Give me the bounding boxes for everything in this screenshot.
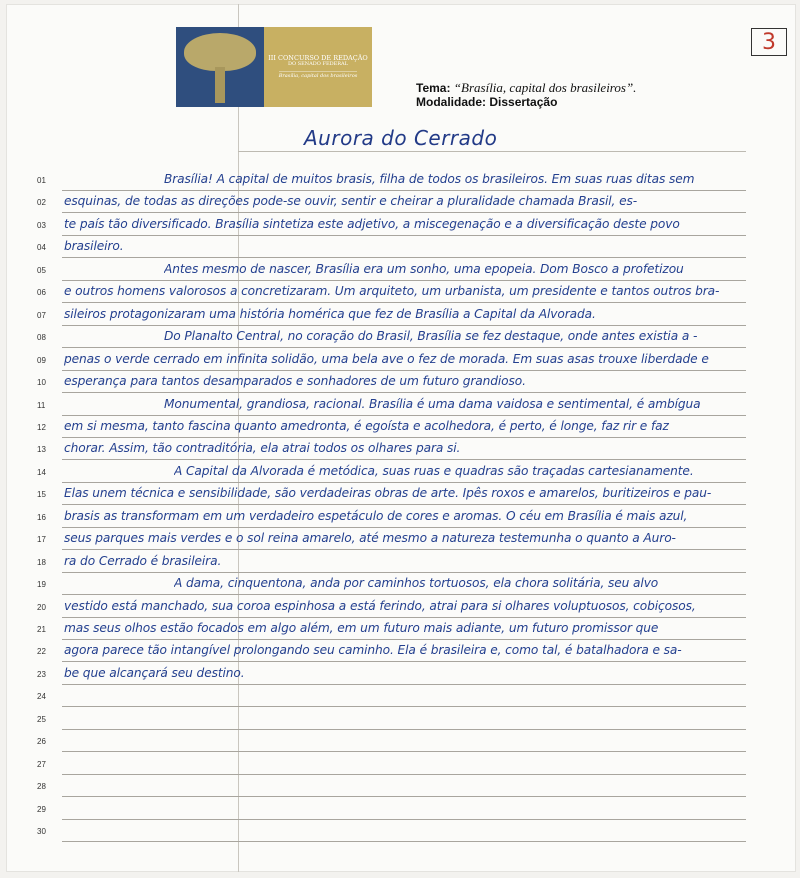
line-text: penas o verde cerrado em infinita solidão, uma bela ave o fez de morada. Em suas asas trouxe liberdade e: [64, 351, 709, 366]
line-rule: [62, 302, 746, 303]
essay-line: [6, 260, 796, 282]
line-rule: [62, 527, 746, 528]
line-rule: [62, 684, 746, 685]
line-rule: [62, 751, 746, 752]
line-number: 26: [37, 737, 46, 747]
line-text: agora parece tão intangível prolongando seu caminho. Ela é brasileira e, como tal, é batalhadora e sa-: [64, 643, 682, 658]
line-rule: [62, 370, 746, 371]
line-text: Monumental, grandiosa, racional. Brasília é uma dama vaidosa e sentimental, é ambígua: [164, 396, 701, 411]
line-number: 07: [37, 310, 46, 320]
line-number: 17: [37, 535, 46, 545]
line-rule: [62, 257, 746, 258]
line-rule: [62, 212, 746, 213]
line-text: Elas unem técnica e sensibilidade, são verdadeiras obras de arte. Ipês roxos e amarelos, buritizeiros e pau-: [64, 486, 712, 501]
line-number: 19: [37, 580, 46, 590]
line-text: sileiros protagonizaram uma história homérica que fez de Brasília a Capital da Alvorada.: [64, 306, 596, 321]
logo-line-1: III CONCURSO DE REDAÇÃO: [268, 53, 368, 62]
essay-line: [6, 327, 796, 349]
line-rule: [62, 482, 746, 483]
line-text: esquinas, de todas as direções pode-se ouvir, sentir e cheirar a pluralidade chamada Brasil, es-: [64, 194, 638, 209]
page-number-box: 3: [751, 28, 787, 56]
line-text: em si mesma, tanto fascina quanto amedronta, é egoísta e acolhedora, é perto, é longe, faz rir e faz: [64, 418, 669, 433]
line-number: 14: [37, 467, 46, 477]
line-text: chorar. Assim, tão contraditória, ela atrai todos os olhares para si.: [64, 441, 461, 456]
line-text: Brasília! A capital de muitos brasis, filha de todos os brasileiros. Em suas ruas ditas sem: [164, 172, 695, 186]
modalidade-value: Dissertação: [489, 95, 558, 109]
line-rule: [62, 819, 746, 820]
line-rule: [62, 415, 746, 416]
essay-line: [6, 799, 796, 821]
line-number: 10: [37, 378, 46, 388]
line-text: Do Planalto Central, no coração do Brasil, Brasília se fez destaque, onde antes existia a -: [164, 329, 698, 344]
line-text: A dama, cinquentona, anda por caminhos tortuosos, ela chora solitária, seu alvo: [174, 576, 659, 591]
line-number: 28: [37, 782, 46, 792]
essay-line: [6, 170, 796, 192]
essay-line: [6, 619, 796, 641]
line-text: be que alcançará seu destino.: [64, 665, 245, 680]
line-number: 16: [37, 512, 46, 522]
essay-line: [6, 484, 796, 506]
essay-line: [6, 754, 796, 776]
line-rule: [62, 392, 746, 393]
essay-meta: [416, 81, 636, 109]
essay-line: [6, 821, 796, 843]
line-number: 24: [37, 692, 46, 702]
tema-value: “Brasília, capital dos brasileiros”.: [453, 80, 637, 95]
line-rule: [62, 796, 746, 797]
essay-line: [6, 686, 796, 708]
modalidade-row: [416, 95, 636, 109]
line-number: 22: [37, 647, 46, 657]
essay-line: [6, 507, 796, 529]
line-text: mas seus olhos estão focados em algo além, em um futuro mais adiante, um futuro promissor que: [64, 621, 659, 635]
line-rule: [62, 774, 746, 775]
line-rule: [62, 661, 746, 662]
line-rule: [62, 841, 746, 842]
essay-line: [6, 350, 796, 372]
line-text: e outros homens valorosos a concretizaram. Um arquiteto, um urbanista, um presidente e tantos outros bra-: [64, 284, 720, 299]
line-text: A Capital da Alvorada é metódica, suas ruas e quadras são traçadas cartesianamente.: [174, 463, 694, 478]
essay-line: [6, 462, 796, 484]
line-rule: [62, 280, 746, 281]
contest-logo: [176, 27, 372, 107]
line-rule: [62, 235, 746, 236]
essay-line: [6, 417, 796, 439]
line-rule: [62, 437, 746, 438]
line-rule: [62, 639, 746, 640]
essay-line: [6, 664, 796, 686]
line-text: Antes mesmo de nascer, Brasília era um sonho, uma epopeia. Dom Bosco a profetizou: [164, 261, 684, 276]
essay-line: [6, 597, 796, 619]
line-text: ra do Cerrado é brasileira.: [64, 553, 222, 568]
line-rule: [62, 347, 746, 348]
essay-line: [6, 529, 796, 551]
essay-line: [6, 574, 796, 596]
line-number: 02: [37, 198, 46, 208]
line-rule: [62, 549, 746, 550]
logo-line-2: DO SENADO FEDERAL: [288, 60, 348, 67]
essay-line: [6, 395, 796, 417]
essay-title: Aurora do Cerrado: [304, 126, 498, 150]
line-rule: [62, 459, 746, 460]
line-number: 12: [37, 422, 46, 432]
line-number: 08: [37, 333, 46, 343]
line-number: 11: [37, 400, 46, 410]
essay-line: [6, 215, 796, 237]
line-number: 09: [37, 355, 46, 365]
essay-line: [6, 192, 796, 214]
line-rule: [62, 572, 746, 573]
line-number: 06: [37, 288, 46, 298]
essay-line: [6, 709, 796, 731]
title-rule: [238, 151, 746, 152]
tree-icon: [176, 27, 264, 107]
essay-line: [6, 282, 796, 304]
line-number: 27: [37, 759, 46, 769]
line-rule: [62, 190, 746, 191]
line-rule: [62, 504, 746, 505]
line-text: esperança para tantos desamparados e sonhadores de um futuro grandioso.: [64, 374, 526, 389]
line-number: 20: [37, 602, 46, 612]
essay-line: [6, 731, 796, 753]
essay-line: [6, 305, 796, 327]
line-number: 30: [37, 827, 46, 837]
essay-line: [6, 641, 796, 663]
line-rule: [62, 706, 746, 707]
logo-line-3: Brasília, capital dos brasileiros: [278, 72, 358, 79]
logo-text: [264, 27, 372, 107]
line-text: seus parques mais verdes e o sol reina amarelo, até mesmo a natureza testemunha o quanto a Auro-: [64, 531, 676, 546]
line-rule: [62, 617, 746, 618]
line-number: 01: [37, 176, 46, 185]
essay-line: [6, 237, 796, 259]
tema-label: Tema:: [416, 81, 451, 95]
line-number: 25: [37, 714, 46, 724]
line-number: 15: [37, 490, 46, 500]
line-number: 05: [37, 265, 46, 275]
essay-line: [6, 439, 796, 461]
line-number: 03: [37, 220, 46, 230]
line-number: 04: [37, 243, 46, 253]
essay-line: [6, 552, 796, 574]
line-rule: [62, 729, 746, 730]
line-text: vestido está manchado, sua coroa espinhosa a está ferindo, atrai para si olhares voluptuosos, cobiçosos,: [64, 598, 696, 613]
line-rule: [62, 594, 746, 595]
line-text: brasileiro.: [64, 239, 124, 254]
essay-sheet: [6, 4, 796, 872]
modalidade-label: Modalidade:: [416, 95, 487, 109]
line-text: te país tão diversificado. Brasília sintetiza este adjetivo, a miscegenação e a diversificação deste povo: [64, 216, 680, 231]
essay-line: [6, 372, 796, 394]
line-number: 21: [37, 625, 46, 634]
line-number: 13: [37, 445, 46, 455]
line-text: brasis as transformam em um verdadeiro espetáculo de cores e aromas. O céu em Brasília é mais azul,: [64, 508, 688, 523]
essay-line: [6, 776, 796, 798]
line-rule: [62, 325, 746, 326]
line-number: 18: [37, 557, 46, 567]
tema-row: [416, 81, 636, 95]
line-number: 29: [37, 804, 46, 814]
line-number: 23: [37, 669, 46, 679]
